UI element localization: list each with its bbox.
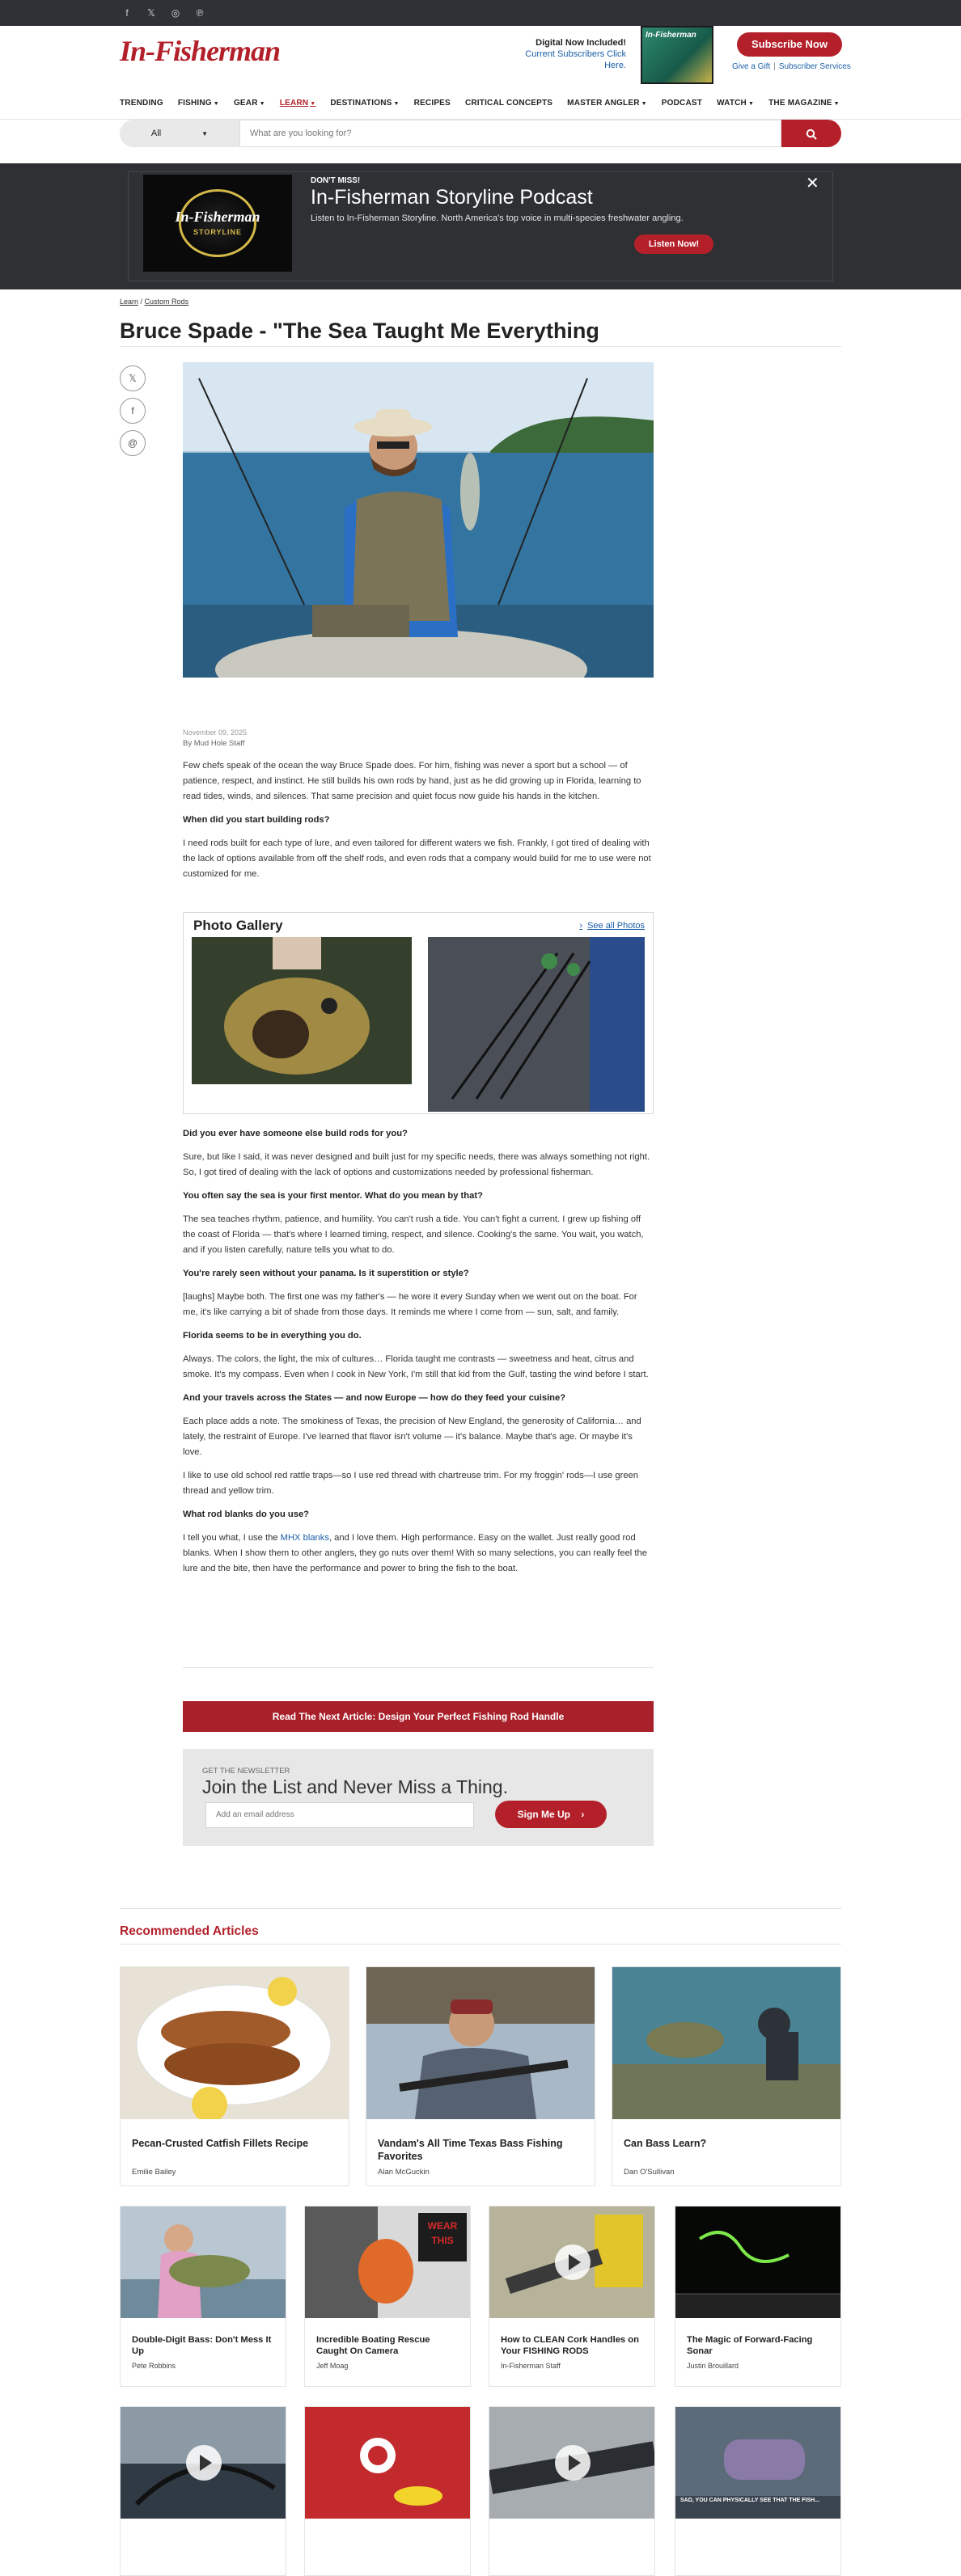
card-author: Dan O'Sullivan (624, 2168, 675, 2177)
newsletter-kicker: GET THE NEWSLETTER (202, 1767, 290, 1776)
article-paragraph: Sure, but like I said, it was never designed and built just for my specific needs, there was always something not right. So, I got tired of dealing with the lack of options and customizations needed by professional fisherman. (183, 1152, 650, 1177)
digital-promo-line1: Digital Now Included! (536, 38, 626, 48)
breadcrumb: Learn / Custom Rods (120, 298, 189, 306)
article-question: You're rarely seen without your panama. Is it superstition or style? (183, 1269, 469, 1278)
nav-gear[interactable]: GEAR ▼ (233, 99, 265, 108)
listen-now-button[interactable]: Listen Now! (634, 234, 713, 254)
play-icon[interactable] (555, 2244, 591, 2280)
card-title: Double-Digit Bass: Don't Mess It Up (132, 2335, 272, 2356)
card-image (121, 1967, 349, 2119)
subscriber-services-link[interactable]: Subscriber Services (778, 62, 851, 71)
newsletter-signup (183, 1749, 654, 1846)
article-card[interactable] (489, 2206, 655, 2387)
article-paragraph: Few chefs speak of the ocean the way Bruce Spade does. For him, fishing was never a sport but a school — of patience, respect, and instinct. He still builds his own rods by hand, just as he did growing up in Florida, learning to read tides, winds, and silences. That same precision and quiet focus now guide his hands in the kitchen. (183, 761, 641, 801)
article-question: What rod blanks do you use? (183, 1510, 310, 1519)
site-header (0, 26, 961, 87)
main-nav (0, 87, 961, 120)
card-title: Incredible Boating Rescue Caught On Camera (316, 2335, 430, 2356)
video-card[interactable] (120, 2406, 286, 2576)
article-paragraph: I need rods built for each type of lure, and even tailored for different waters we fish. Frankly, I got tired of dealing with the lack of options available from off the shelf rods, and even rods that a company would build for me to use were not customized for me. (183, 838, 651, 879)
article-paragraph: I like to use old school red rattle traps—so I use red thread with chartreuse trim. For my froggin' rods—I use green thread and yellow trim. (183, 1471, 639, 1496)
nav-learn[interactable]: LEARN ▼ (279, 99, 316, 108)
subscriber-links: Give a Gift | Subscriber Services (732, 62, 851, 71)
card-image (489, 2407, 654, 2519)
gallery-photo-2[interactable] (428, 937, 645, 1112)
close-icon[interactable]: ✕ (806, 175, 819, 192)
article-question: When did you start building rods? (183, 815, 330, 825)
card-image (305, 2206, 470, 2318)
page-title: Bruce Spade - "The Sea Taught Me Everything (120, 319, 599, 343)
share-email-icon[interactable]: @ (120, 430, 146, 456)
chevron-down-icon: ▼ (393, 101, 400, 107)
card-author: Jeff Moag (316, 2362, 349, 2370)
nav-recipes[interactable]: RECIPES (413, 99, 451, 108)
svg-text:WEAR: WEAR (427, 2220, 458, 2232)
subscribe-button[interactable]: Subscribe Now (737, 32, 842, 57)
article-paragraph: I tell you what, I use the MHX blanks, and I love them. High performance. Easy on the wallet. Just really good rod blanks. When I show them to other anglers, they go nuts over them! With so many selections, you can really feel the lure and the bite, then have the performance and power to bring the fish to the boat. (183, 1533, 647, 1573)
play-icon[interactable] (186, 2445, 222, 2481)
card-image (675, 2206, 840, 2318)
breadcrumb-custom-rods[interactable]: Custom Rods (144, 298, 189, 306)
mhx-blanks-link[interactable]: MHX blanks (280, 1533, 329, 1543)
search-input[interactable]: What are you looking for? (239, 120, 781, 147)
card-title: Vandam's All Time Texas Bass Fishing Favorites (378, 2138, 563, 2162)
card-image (305, 2407, 470, 2519)
sign-me-up-button[interactable]: Sign Me Up › (495, 1801, 607, 1828)
chevron-down-icon: ▼ (201, 129, 209, 137)
card-image (675, 2407, 840, 2519)
chevron-down-icon: ▼ (747, 101, 755, 107)
chevron-right-icon: › (581, 1809, 585, 1820)
nav-watch[interactable]: WATCH ▼ (717, 99, 755, 108)
article-question: Florida seems to be in everything you do. (183, 1331, 362, 1341)
nav-critical-concepts[interactable]: CRITICAL CONCEPTS (464, 99, 553, 108)
article-card[interactable] (612, 1966, 841, 2186)
card-author: In-Fisherman Staff (501, 2362, 561, 2370)
card-title: How to CLEAN Cork Handles on Your FISHING RODS (501, 2335, 639, 2356)
chevron-down-icon: ▼ (259, 101, 265, 107)
card-title: Can Bass Learn? (624, 2138, 707, 2149)
site-logo[interactable]: In-Fisherman (120, 35, 281, 67)
article-question: Did you ever have someone else build rods for you? (183, 1129, 408, 1138)
card-title: Pecan-Crusted Catfish Fillets Recipe (132, 2138, 309, 2149)
card-author: Alan McGuckin (378, 2168, 430, 2177)
divider (120, 1944, 841, 1945)
chevron-right-icon: › (579, 921, 583, 931)
share-x-icon[interactable]: 𝕏 (120, 365, 146, 391)
article-paragraph: [laughs] Maybe both. The first one was my father's — he wore it every Sunday when we went out on the boat. For me, it's like carrying a bit of shade from those days. It reminds me where I come from — sun, salt, and family. (183, 1292, 637, 1317)
nav-destinations[interactable]: DESTINATIONS ▼ (330, 99, 400, 108)
article-card[interactable] (675, 2206, 841, 2387)
card-image (489, 2206, 654, 2318)
card-image (121, 2407, 286, 2519)
card-author: Justin Brouillard (687, 2362, 739, 2370)
article-question: You often say the sea is your first mentor. What do you mean by that? (183, 1191, 483, 1201)
nav-fishing[interactable]: FISHING ▼ (177, 99, 219, 108)
svg-text:THIS: THIS (431, 2235, 454, 2246)
divider (120, 1908, 841, 1909)
chevron-down-icon: ▼ (213, 101, 219, 107)
sonar-caption: SAD, YOU CAN PHYSICALLY SEE THAT THE FISH... (680, 2498, 820, 2503)
card-image (366, 1967, 595, 2119)
photo-gallery (183, 912, 654, 1114)
search-scope-select[interactable]: All ▼ (120, 120, 239, 147)
article-card[interactable] (675, 2406, 841, 2576)
search-button[interactable] (781, 120, 841, 147)
article-card[interactable] (304, 2206, 471, 2387)
podcast-logo-subtitle: STORYLINE (193, 228, 242, 236)
social-bar (0, 0, 961, 26)
card-title: The Magic of Forward-Facing Sonar (687, 2335, 813, 2356)
nav-the-magazine[interactable]: THE MAGAZINE ▼ (768, 99, 840, 108)
share-facebook-icon[interactable]: f (120, 398, 146, 424)
pinterest-icon[interactable]: ℗ (196, 7, 204, 19)
podcast-title: In-Fisherman Storyline Podcast (311, 186, 593, 209)
search-icon (806, 129, 817, 140)
podcast-logo[interactable] (143, 175, 292, 272)
breadcrumb-learn[interactable]: Learn (120, 298, 139, 306)
article-question: And your travels across the States — and now Europe — how do they feed your cuisine? (183, 1393, 566, 1403)
play-icon[interactable] (555, 2445, 591, 2481)
divider (120, 346, 841, 347)
card-author: Pete Robbins (132, 2362, 176, 2370)
article-paragraph: Each place adds a note. The smokiness of Texas, the precision of New England, the generosity of California… and lately, the restraint of Europe. I've learned that flavor isn't volume — it's balance. Maybe that's age. Or maybe it's love. (183, 1417, 641, 1457)
article-card[interactable] (366, 1966, 595, 2186)
newsletter-title: Join the List and Never Miss a Thing. (202, 1776, 508, 1797)
recommended-heading: Recommended Articles (120, 1924, 259, 1938)
podcast-kicker: DON'T MISS! (311, 176, 361, 185)
gallery-photo-1[interactable] (192, 937, 412, 1084)
article-card[interactable] (304, 2406, 471, 2576)
search-bar (120, 120, 841, 147)
nav-podcast[interactable]: PODCAST (661, 99, 703, 108)
card-author: Emilie Bailey (132, 2168, 176, 2177)
article-card[interactable] (120, 2206, 286, 2387)
article-body (183, 728, 654, 1585)
podcast-description: Listen to In-Fisherman Storyline. North America's top voice in multi-species freshwater angling. (311, 213, 684, 223)
nav-master-angler[interactable]: MASTER ANGLER ▼ (567, 99, 647, 108)
chevron-down-icon: ▼ (310, 101, 316, 107)
article-paragraph: The sea teaches rhythm, patience, and humility. You can't rush a tide. You can't fight a current. I grew up fishing off the coast of Florida — that's where I learned timing, respect, and silence. Cooking's the same. You wait, you watch, and if you listen carefully, nature tells you what to do. (183, 1214, 644, 1255)
digital-promo-link[interactable]: Current Subscribers Click Here. (525, 49, 626, 70)
chevron-down-icon: ▼ (641, 101, 647, 107)
chevron-down-icon: ▼ (833, 101, 840, 107)
magazine-cover[interactable] (641, 26, 713, 84)
nav-trending[interactable]: TRENDING (120, 99, 163, 108)
card-image (612, 1967, 840, 2119)
divider (183, 1667, 654, 1668)
article-paragraph: Always. The colors, the light, the mix of cultures… Florida taught me contrasts — sweetness and heat, citrus and smoke. It's my compass. Even when I cook in New York, I'm still that kid from the Gulf, tasting the wind before I start. (183, 1354, 649, 1379)
gallery-title: Photo Gallery (193, 918, 283, 933)
facebook-icon[interactable]: f (125, 7, 129, 19)
give-gift-link[interactable]: Give a Gift (732, 62, 771, 71)
magazine-cover-title: In-Fisherman (646, 31, 696, 40)
see-all-photos-link[interactable]: › See all Photos (579, 921, 645, 931)
article-byline: By Mud Hole Staff (183, 739, 245, 748)
digital-promo[interactable] (505, 37, 626, 71)
hero-image (183, 362, 654, 678)
instagram-icon[interactable]: ◎ (171, 7, 180, 19)
article-date: November 09, 2025 (183, 728, 248, 737)
x-twitter-icon[interactable]: 𝕏 (147, 7, 155, 19)
card-image (121, 2206, 286, 2318)
article-card[interactable] (120, 1966, 349, 2186)
video-card[interactable] (489, 2406, 655, 2576)
next-article-button[interactable]: Read The Next Article: Design Your Perfect Fishing Rod Handle (183, 1701, 654, 1732)
email-field[interactable]: Add an email address (205, 1802, 474, 1828)
podcast-logo-title: In-Fisherman (175, 209, 260, 225)
